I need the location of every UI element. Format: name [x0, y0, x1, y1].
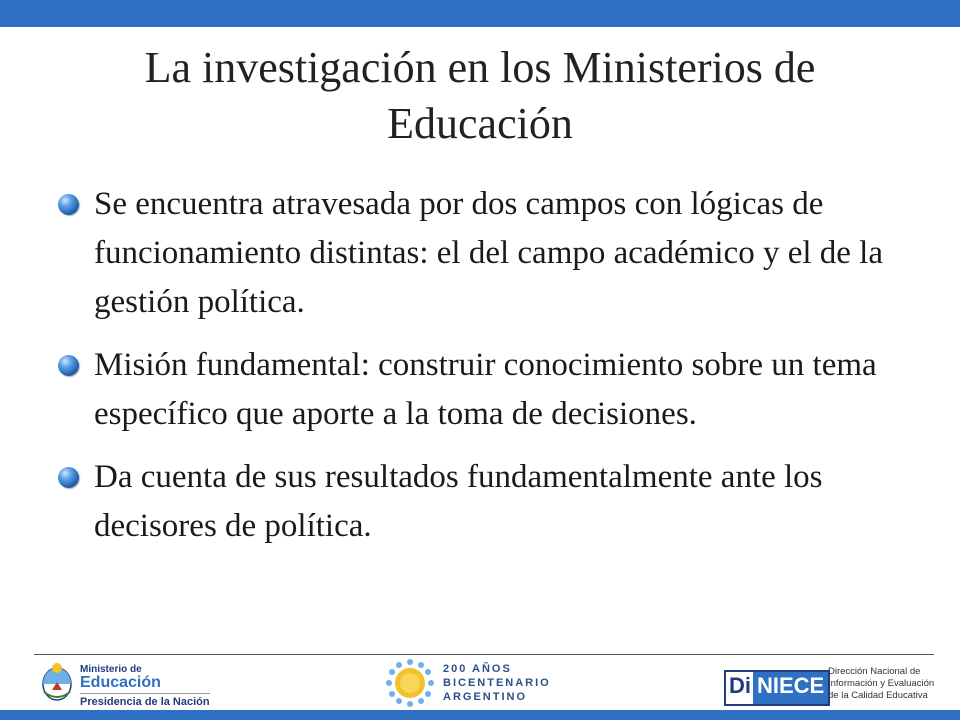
ministerio-educacion-logo — [40, 662, 210, 708]
ministerio-line-2: Educación — [80, 674, 161, 691]
blue-sphere-bullet-icon — [58, 194, 79, 215]
bullet-text: Da cuenta de sus resultados fundamentalmente ante los decisores de política. — [94, 459, 823, 544]
slide-title-line-2: Educación — [387, 99, 573, 148]
bicentenario-line-2: BICENTENARIO — [443, 677, 551, 689]
diniece-line-1: Dirección Nacional de — [828, 666, 921, 677]
bullet-text: Misión fundamental: construir conocimiento sobre un tema específico que aporte a la toma de decisiones. — [94, 347, 877, 432]
bottom-accent-bar — [0, 710, 960, 720]
ministerio-line-1: Ministerio de — [80, 664, 142, 675]
diniece-wordmark — [724, 670, 830, 706]
ministerio-text — [80, 664, 210, 709]
blue-sphere-bullet-icon — [58, 467, 79, 488]
bicentennial-sun-icon — [385, 658, 435, 708]
footer-divider — [34, 654, 934, 655]
bullet-item — [58, 341, 918, 439]
diniece-niece: NIECE — [753, 672, 828, 704]
top-accent-bar — [0, 0, 960, 27]
bicentenario-logo — [385, 658, 585, 710]
bicentenario-line-3: ARGENTINO — [443, 691, 527, 703]
slide-title-line-1: La investigación en los Ministerios de — [144, 43, 816, 92]
bicentenario-text — [443, 662, 551, 704]
diniece-description — [828, 666, 934, 702]
diniece-line-3: de la Calidad Educativa — [828, 690, 928, 701]
footer-logos — [0, 656, 960, 710]
coat-of-arms-icon — [40, 662, 74, 702]
bullet-item — [58, 453, 918, 551]
slide-title — [40, 40, 920, 152]
bicentenario-line-1: 200 AÑOS — [443, 663, 512, 675]
diniece-di: Di — [726, 672, 753, 704]
blue-sphere-bullet-icon — [58, 355, 79, 376]
bullet-item — [58, 180, 918, 327]
bullet-list — [58, 180, 918, 565]
ministerio-line-3: Presidencia de la Nación — [80, 693, 210, 709]
diniece-line-2: Información y Evaluación — [828, 678, 935, 689]
diniece-logo — [724, 666, 934, 708]
bullet-text: Se encuentra atravesada por dos campos con lógicas de funcionamiento distintas: el del campo académico y el de la gestión política. — [94, 186, 883, 320]
